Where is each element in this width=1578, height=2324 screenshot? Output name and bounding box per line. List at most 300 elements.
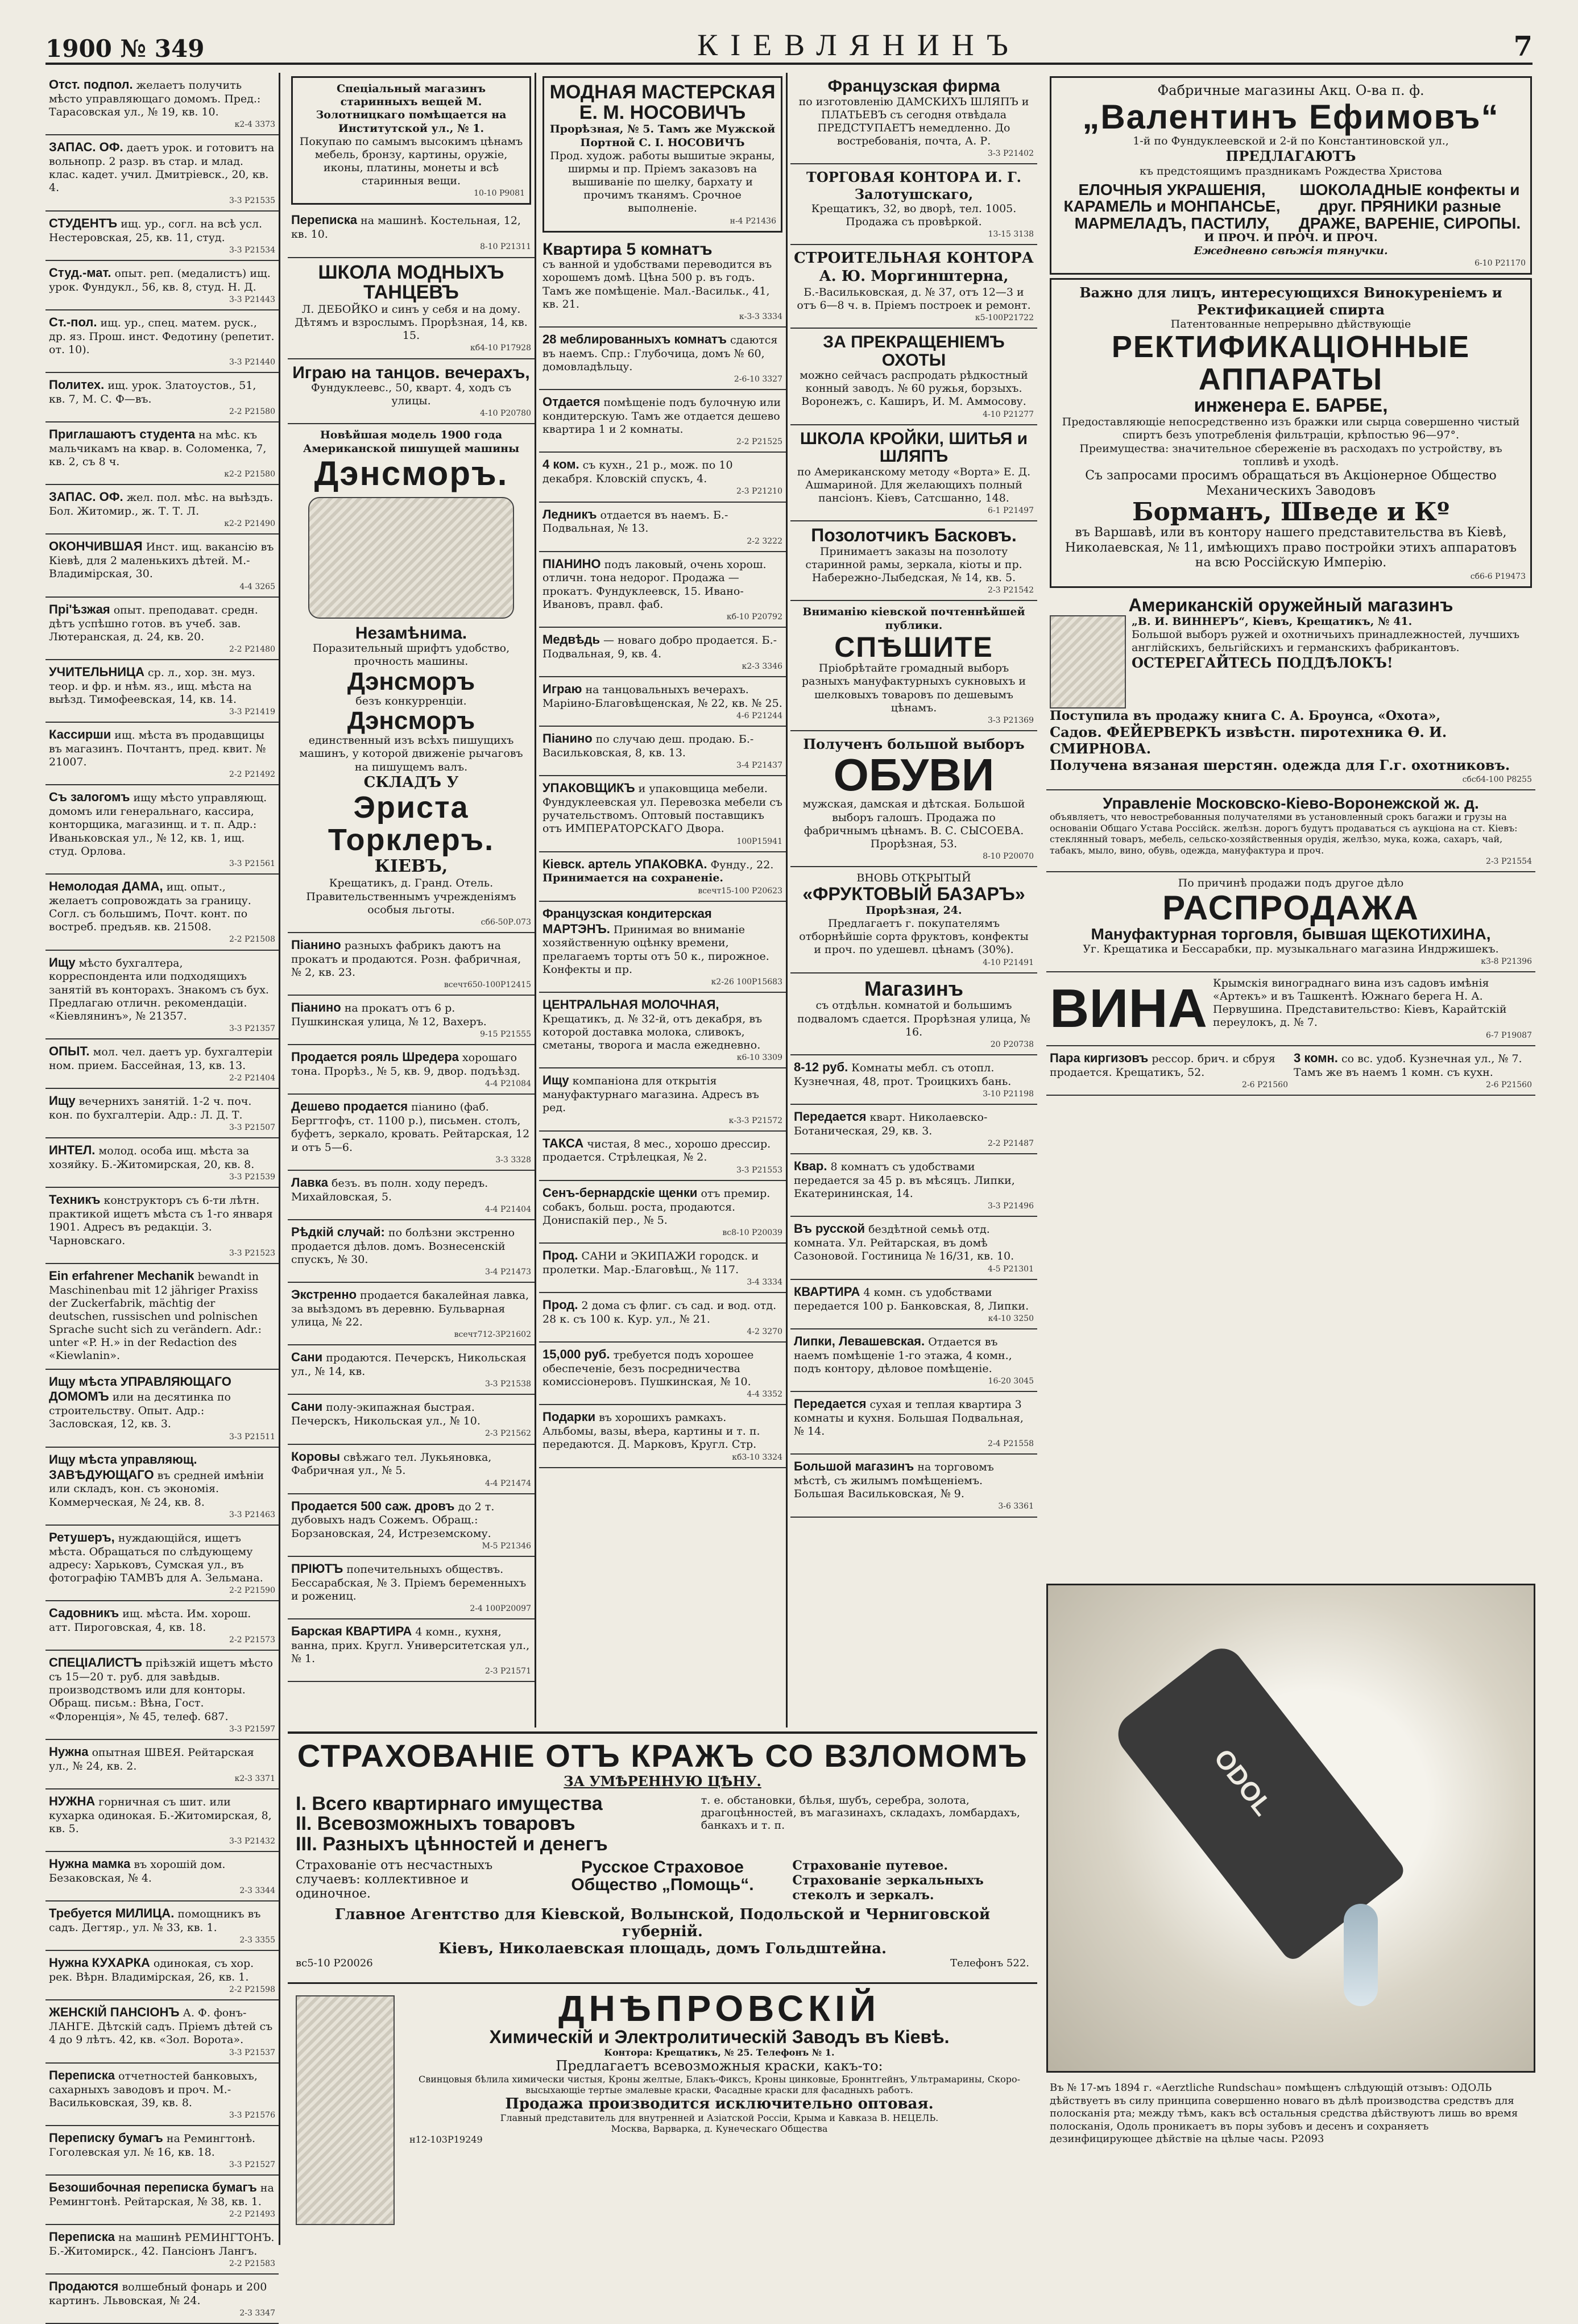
ad-code: 6-1 Р21497 (988, 506, 1034, 516)
barbe-pre: Важно для лицъ, интересующихся Винокуреніемъ и Ректификацией спирта (1079, 284, 1502, 318)
ad-lead: Ретушеръ, (49, 1530, 115, 1544)
ad-code: 3-3 Р21440 (229, 358, 275, 367)
classified-ad (790, 1329, 1037, 1392)
ad-code: кб-10 Р20792 (726, 612, 782, 622)
densmore-store: СКЛАДЪ У (363, 773, 459, 791)
ad-text: ищ. мѣста. Им. хорош. атт. Пироговская, 4, кв. 18. (49, 1608, 251, 1634)
barbe-engineer: инженера Е. БАРБЕ, (1194, 394, 1388, 416)
ad-text: бездѣтной семьѣ отд. комната. Ул. Рейтарская, въ домѣ Сазоновой. Гостиница № 16/31, кв. 10. (794, 1223, 1014, 1263)
ad-text: въ хорошій дом. Безаковская, № 4. (49, 1858, 226, 1885)
ad-lead: Играю (542, 682, 582, 697)
ad-text: Принимая во вниманіе хозяйственную оцѣнку времени, прелагаемъ торты отъ 50 к., пирожное. Конфекты и пр. (542, 923, 769, 976)
nosovich-sub: Прорѣзная, № 5. Тамъ же Мужской Портной С. І. НОСОВИЧЪ (549, 123, 776, 149)
ad-text: ищ. мѣста въ продавщицы въ магазинъ. Почтантъ, пред. квит. № 21007. (49, 729, 266, 769)
barbe-ad (1050, 278, 1532, 588)
classified-ad (288, 1494, 535, 1557)
ad-lead: Отдается (542, 395, 600, 409)
ad-code: 4-5 Р21301 (988, 1264, 1034, 1274)
hats-title: Французская фирма (827, 77, 1000, 96)
classified-ad (45, 1448, 279, 1526)
ad-lead: Ищу (542, 1073, 569, 1088)
gun-wool: Получена вязаная шерстян. одежда для Г.г. охотниковъ. (1050, 757, 1510, 774)
ad-lead: ЖЕНСКІЙ ПАНСІОНЪ (49, 2005, 180, 2020)
ad-lead: Требуется МИЛИЦА. (49, 1906, 175, 1921)
figure-illustration (296, 1995, 395, 2225)
ad-code: 3-3 Р21402 (988, 149, 1034, 159)
barbe-ask: Съ запросами просимъ обращаться въ Акціонерное Общество Механическихъ Заводовъ (1085, 468, 1497, 498)
ad-text: кварт. Николаевско-Ботаническая, 29, кв. 3. (794, 1111, 988, 1137)
classified-ad (45, 1039, 279, 1089)
ad-lead: Съ залогомъ (49, 790, 130, 805)
ad-lead: Коровы (291, 1449, 341, 1464)
sale-address: Уг. Крещатика и Бессарабки, пр. музыкальнаго магазина Индржишекъ. (1083, 942, 1499, 955)
ad-text: жел. пол. мѣс. на выѣздъ. Бол. Житомир., ж. Т. Т. Л. (49, 491, 274, 518)
zolotnitsky-ad (291, 76, 531, 205)
odol-illustration (1046, 1584, 1535, 2073)
bazaar-pre: ВНОВЬ ОТКРЫТЫЙ (856, 872, 971, 885)
classified-ad (288, 933, 535, 996)
ad-code: 2-3 3347 (239, 2309, 275, 2318)
ad-text: по случаю деш. продаю. Б.-Васильковская, 8, кв. 13. (542, 733, 754, 759)
insurance-items (296, 1794, 690, 1855)
ad-code: 2-2 Р21590 (229, 1586, 275, 1596)
ad-code: к2-2 Р21580 (224, 470, 275, 479)
classified-ad (45, 1651, 279, 1740)
ad-lead: УПАКОВЩИКЪ (542, 781, 635, 796)
ad-text: помощникъ въ садъ. Дегтяр., ул. № 33, кв. 1. (49, 1908, 261, 1934)
classified-ad (288, 1095, 535, 1170)
ad-code: 4-4 Р21474 (485, 1478, 531, 1488)
wine-text: Крымскія винограднаго вина изъ садовъ имѣнія «Артекъ» и въ Ташкентѣ. Южнаго берега Н. А. Первушина. Представительство: Кіевъ, Карайтскій переулокъ, д. № 7. (1212, 976, 1507, 1029)
ad-text: до 2 т. дубовыхъ надъ Сожемъ. Обращ.: Борзановская, 24, Истреземскому. (291, 1500, 495, 1540)
ad-lead: Передается (794, 1109, 867, 1124)
ad-code: 4-4 Р21084 (485, 1079, 531, 1089)
densmore-typewriter-ad (288, 424, 535, 933)
classified-ad (539, 776, 786, 852)
ad-text: отъ премир. собакъ, больш. роста, продаются. Дониспакій пер., № 5. (542, 1187, 771, 1227)
classified-ad (539, 1405, 786, 1468)
classified-ad (539, 727, 786, 776)
barbe-adv: Преимущества: значительное сбереженіе въ расходахъ по устройству, въ топливѣ и уходѣ. (1079, 442, 1502, 468)
ad-code: 2-2 Р21598 (229, 1985, 275, 1995)
ad-text: сухая и теплая квартира 3 комнаты и кухня. Большая Подвальная, № 14. (794, 1398, 1024, 1438)
ad-lead: Лавка (291, 1175, 328, 1190)
insurance-item: III. Разныхъ цѣнностей и денегъ (296, 1833, 608, 1855)
ad-code: 10-10 Р9081 (474, 189, 525, 198)
sew-title: ШКОЛА КРОЙКИ, ШИТЬЯ и ШЛЯПЪ (800, 429, 1028, 466)
dnepr-sub: Химическій и Электролитическій Заводъ въ Кіевѣ. (489, 2027, 950, 2048)
ad-text: по болѣзни экстренно продается дѣлов. домъ. Вознесенскій спускъ, № 30. (291, 1226, 515, 1266)
ad-code: 3-3 Р21523 (229, 1248, 275, 1258)
ad-lead: Прод. (542, 1248, 578, 1262)
ad-text: молод. особа ищ. мѣста за хозяйку. Б.-Житомирская, 20, кв. 8. (49, 1145, 255, 1171)
ad-code: н-4 Р21436 (730, 216, 776, 226)
ad-code: всечт650-100Р12415 (444, 980, 531, 990)
ad-code: 6-7 Р19087 (1486, 1030, 1532, 1040)
classified-ad (45, 2000, 279, 2063)
efimov-title: „Валентинъ Ефимовъ“ (1082, 98, 1500, 136)
ad-text: свѣжаго тел. Лукьяновка, Фабричная ул., № 5. (291, 1451, 492, 1477)
ad-lead: Ищу (49, 955, 76, 970)
classified-ad (45, 1188, 279, 1264)
ad-code: 3-3 Р21496 (988, 1202, 1034, 1211)
ad-text: компаніона для открытія мануфактурнаго магазина. Адресъ въ ред. (542, 1075, 759, 1115)
ad-code: кб4-10 Р17928 (470, 343, 531, 353)
classifieds-column-3 (539, 73, 788, 1728)
shoes-ad (790, 731, 1037, 867)
ad-text: вечернихъ занятій. 1-2 ч. поч. кон. по бухгалтеріи. Адр.: Л. Д. Т. (49, 1095, 252, 1121)
densmore-claim-2: единственный изъ всѣхъ пишущихъ машинъ, у которой движеніе рычаговъ на пишущемъ валъ. (299, 734, 523, 773)
ad-code: 3-3 Р21539 (229, 1173, 275, 1182)
classified-ad (539, 677, 786, 727)
classified-ad (790, 1392, 1037, 1455)
ad-code: 3-4 Р21473 (485, 1267, 531, 1277)
shoes-text: мужская, дамская и дѣтская. Большой выборъ галошъ. Продажа по фабричнымъ цѣнамъ. В. С. СЫСОЕВА. Прорѣзная, 53. (802, 798, 1025, 850)
densmore-address: Крещатикъ, д. Гранд. Отель. Правительственнымъ учрежденіямъ особыя льготы. (306, 877, 516, 916)
ad-code: н12-103Р19249 (409, 2134, 483, 2145)
gun-shop-ad (1046, 591, 1535, 790)
ad-code: 3-3 Р21597 (229, 1724, 275, 1734)
ad-lead: Пара киргизовъ (1050, 1050, 1149, 1065)
classified-ad (45, 723, 279, 785)
insurance-agency: Главное Агентство для Кіевской, Волынской, Подольской и Черниговской губерній. (334, 1905, 991, 1940)
ad-text: рессор. брич. и сбруя продается. Крещатикъ, 52. (1050, 1052, 1275, 1079)
hunt-text: можно сейчасъ распродать рѣдкостный конный заводъ. № 60 ружья, борзыхъ. Воронежъ, с. Каширъ, И. М. Аммосову. (800, 369, 1028, 408)
ad-code: сб6-6 Р19473 (1470, 572, 1526, 582)
classified-ad (539, 852, 786, 902)
ad-text: на Ремингтонѣ. Гоголевская ул. № 16, кв. 18. (49, 2132, 256, 2159)
dnepr-factory-ad (288, 1984, 1037, 2240)
drop-icon (1344, 1904, 1378, 2006)
ad-code: 2-2 Р21525 (736, 437, 782, 447)
classified-ad (790, 1154, 1037, 1217)
ad-code: всечт712-3Р21602 (454, 1330, 531, 1340)
sew-text: по Американскому методу «Ворта» Е. Д. Ашмариной. Для желающихъ полный пансіонъ. Кіевъ, Сатсшанно, 148. (797, 465, 1031, 505)
classified-ad (790, 1105, 1037, 1154)
ad-code: 3-3 3328 (495, 1155, 531, 1165)
ad-code: кб3-10 3324 (732, 1452, 782, 1462)
classified-ad (45, 422, 279, 485)
insurance-sub: ЗА УМѢРЕННУЮ ЦѢНУ. (564, 1772, 761, 1789)
ad-text: опытная ШВЕЯ. Рейтарская ул., № 24, кв. 2. (49, 1746, 254, 1772)
classified-ad (288, 1445, 535, 1494)
ad-lead: 8-12 руб. (794, 1060, 848, 1075)
ad-text: опыт. преподават. средн. дѣтъ успѣшно готов. въ учеб. зав. Лютеранская, д. 24, кв. 20. (49, 603, 258, 643)
ad-text: ищ. опыт., желаетъ сопровождать за границу. Согл. съ большимъ, Почт. конт. по востреб. предъяв. кв. 21508. (49, 881, 251, 934)
ad-code: вс8-10 Р20039 (722, 1228, 782, 1237)
nosovich-ad (542, 76, 782, 233)
ad-text: въ хорошихъ рамкахъ. Альбомы, вазы, вѣера, картины и т. п. передаются. Д. Марковъ, Кругл. Стр. (542, 1411, 760, 1451)
classified-ad (45, 535, 279, 597)
classified-ad (45, 261, 279, 310)
ad-lead: Прод. (542, 1298, 578, 1312)
gun-text: Большой выборъ ружей и охотничьихъ принадлежностей, лучшихъ англійскихъ, бельгійскихъ и германскихъ фабрикантовъ. (1132, 628, 1520, 654)
ad-code: 2-2 Р21583 (229, 2259, 275, 2269)
ad-code: 2-3 Р21542 (988, 586, 1034, 595)
shoes-pre: Полученъ большой выборъ (803, 736, 1025, 753)
insurance-item: II. Всевозможныхъ товаровъ (296, 1813, 575, 1835)
nosovich-text: Прод. худож. работы вышитые экраны, ширмы и пр. Пріемъ заказовъ на вышиваніе по шелку, бархату и прочимъ тканямъ. Срочное выполненіе. (550, 149, 775, 215)
ad-text: волшебный фонарь и 200 картинъ. Львовская, № 24. (49, 2281, 267, 2307)
ad-code: 3-4 Р21437 (736, 761, 782, 770)
classified-ad (45, 1740, 279, 1789)
ad-lead: Передается (794, 1397, 867, 1411)
classified-ad (539, 1293, 786, 1343)
sewing-school-ad (790, 425, 1037, 522)
ad-text: даетъ урок. и готовитъ на вольнопр. 2 разр. въ стар. и млад. клас. кадет. учил. Дмитріевск., 20, кв. 4. (49, 142, 275, 194)
ad-code: М-5 Р21346 (482, 1541, 531, 1551)
ad-lead: ОПЫТ. (49, 1044, 90, 1059)
railway-ad (1046, 790, 1535, 873)
ad-code: 9-15 Р21555 (480, 1030, 531, 1039)
ad-lead: Дешево продается (291, 1099, 408, 1114)
ad-lead: Безошибочная переписка бумагъ (49, 2180, 257, 2194)
ad-lead: Нужна (49, 1744, 89, 1759)
ad-code: к2-2 Р21490 (224, 519, 275, 529)
ad-code: 3-3 Р21561 (229, 859, 275, 868)
ad-text: А. Ф. фонъ-ЛАНГЕ. Дѣтскій садъ. Пріемъ дѣтей съ 4 до 9 лѣтъ. 42, кв. «Зол. Ворота». (49, 2007, 273, 2047)
insurance-item: I. Всего квартирнаго имущества (296, 1792, 603, 1815)
ad-lead: Ищу мѣста УПРАВЛЯЮЩАГО ДОМОМЪ (49, 1374, 231, 1404)
ad-code: 3-3 Р21537 (229, 2048, 275, 2057)
typing-ad (288, 208, 535, 258)
classified-ad (45, 660, 279, 723)
densmore-city: КІЕВЪ, (374, 856, 448, 876)
ad-code: 3-3 Р21576 (229, 2110, 275, 2120)
classified-ad (45, 2225, 279, 2275)
classified-ad (45, 1089, 279, 1138)
bazaar-text: Предлагаетъ г. покупателямъ отборнѣйшіе сорта фруктовъ, конфекты и проч. по удешевл. цѣнамъ (30%). (799, 917, 1029, 956)
typewriter-illustration (308, 497, 514, 619)
gun-sub: „В. И. ВИННЕРЪ“, Кіевъ, Крещатикъ, № 41. (1132, 615, 1413, 628)
efimov-ad (1050, 76, 1532, 275)
classified-ad (288, 996, 535, 1045)
dnepr-representative: Главный представитель для внутренней и Азіатской Россіи, Крыма и Кавказа В. НЕЦЕЛЬ. (500, 2112, 939, 2123)
classified-ad (45, 2275, 279, 2324)
ad-text: bewandt in Maschinenbau mit 12 jähriger Praxiss der Zuckerfabrik, mächtig der deutschen, russischen und polnischen Sprache sucht sich zu verändern. Adr.: unter «P. H.» in der Redaction des «Kiewlanin». (49, 1270, 262, 1362)
classified-ad (288, 1220, 535, 1283)
ad-code: 3-3 Р21538 (485, 1380, 531, 1389)
ad-code: 2-4 100Р20097 (470, 1604, 531, 1614)
ad-lead: Приглашаютъ студента (49, 427, 196, 442)
page-header (45, 23, 1533, 65)
ad-lead: 4 ком. (542, 457, 579, 472)
classified-ad (288, 1045, 535, 1095)
classified-ad (45, 310, 279, 373)
ad-text: ищ. ур., спец. матем. руск., др. яз. Прош. инст. Федотину (репетит. от. 10). (49, 316, 275, 356)
ad-text: пріѣзжій ищетъ мѣсто съ 15—20 т. руб. для завѣдыв. производствомъ или для конторы. Обращ. письм.: Вѣна, Гост. «Флоренція», № 45, телеф. 687. (49, 1657, 273, 1723)
ad-text: ищу мѣсто управляющ. домомъ или генеральнаго, кассира, конторщика, магазинщ. и т. п. Адр.: Иваньковская ул., № 12, кв. 1, ищ. студ. Орлова. (49, 792, 267, 857)
dance-school-text: Л. ДЕБОЙКО и синъ у себя и на дому. Дѣтямъ и взрослымъ. Прорѣзная, 14, кв. 15. (295, 303, 528, 342)
barbe-address: въ Варшавѣ, или въ контору нашего представительства въ Кіевѣ, Николаевская, № 11, имѣющихъ право постройки этихъ аппаратовъ на всю Россійскую Имперію. (1065, 525, 1517, 570)
ad-lead: Прі'ѣзжая (49, 602, 110, 616)
classified-ad (45, 135, 279, 211)
classifieds-column-1 (45, 73, 280, 2318)
ad-code: 3-3 Р21511 (229, 1432, 275, 1441)
hurry-ad (790, 601, 1037, 731)
ad-lead: СТУДЕНТЪ (49, 216, 118, 230)
classified-ad (45, 212, 279, 261)
ad-code: к-3-3 Р21572 (728, 1116, 782, 1125)
zolotnitsky-title: Спеціальный магазинъ старинныхъ вещей М. Золотницкаго помѣщается на Институтской ул., № 1. (316, 82, 507, 135)
efimov-etc: И ПРОЧ. И ПРОЧ. И ПРОЧ. (1204, 231, 1378, 245)
classified-ad (45, 373, 279, 422)
ad-text: на Ремингтонѣ. Рейтарская, № 38, кв. 1. (49, 2182, 274, 2208)
ad-code: 3-3 Р21432 (229, 1837, 275, 1846)
railway-title: Управленіе Московско-Кіево-Воронежской ж. д. (1103, 794, 1479, 812)
ad-text: продается бакалейная лавка, за выѣздомъ въ деревню. Бульварная улица, № 22. (291, 1289, 529, 1329)
bazaar-title: «ФРУКТОВЫЙ БАЗАРЪ» (802, 884, 1025, 905)
insurance-society: Русское Страховое Общество „Помощь“. (571, 1857, 754, 1895)
ad-code: к-3-3 3334 (739, 312, 782, 321)
ad-code: к4-10 3250 (988, 1314, 1034, 1323)
barbe-firm: Борманъ, Шведе и Кº (1132, 497, 1449, 527)
ad-text: на прокатъ отъ 6 р. Пушкинская улица, № 12, Вахеръ. (291, 1002, 487, 1029)
ad-code: 2-6 Р21560 (1486, 1080, 1532, 1089)
ad-lead: Кассирши (49, 727, 111, 742)
classified-ad (45, 1526, 279, 1601)
odol-bottle-label: ODOL (1208, 1743, 1278, 1821)
ad-code: 2-6 Р21560 (1242, 1080, 1288, 1089)
ad-lead: Квар. (794, 1159, 827, 1174)
ad-code: 13-15 3138 (988, 230, 1034, 239)
ad-text: безъ. въ полн. ходу передъ. Михайловская, 5. (291, 1177, 488, 1203)
ad-code: к3-8 Р21396 (1481, 956, 1532, 966)
ad-code: 3-3 Р21535 (229, 196, 275, 205)
efimov-offer: ПРЕДЛАГАЮТЪ (1225, 148, 1356, 165)
classified-ad (790, 1455, 1037, 1517)
ad-text: 4 комн. съ удобствами передается 100 р. Банковская, 8, Липки. (794, 1286, 1029, 1312)
ad-code: 3-3 Р21527 (229, 2160, 275, 2169)
ad-lead: 3 комн. (1294, 1050, 1338, 1065)
shoes-title: ОБУВИ (833, 749, 995, 801)
insurance-phone: Телефонъ 522. (950, 1957, 1029, 1969)
ad-text: полу-экипажная быстрая. Печерскъ, Никольская ул., № 10. (291, 1401, 481, 1428)
flat-title: Квартира 5 комнатъ (542, 239, 713, 259)
ad-text: — новаго добро продается. Б.-Подвальная, 9, кв. 4. (542, 634, 777, 660)
fruit-bazaar-ad (790, 867, 1037, 973)
ad-lead: Ein erfahrener Mechanik (49, 1268, 194, 1283)
ad-code: 20 Р20738 (990, 1039, 1034, 1049)
classified-ad (790, 1217, 1037, 1279)
hurry-title: СПѢШИТЕ (834, 631, 993, 663)
gun-title: Американскій оружейный магазинъ (1128, 595, 1453, 616)
ad-code: 2-3 3344 (239, 1886, 275, 1896)
ad-text: сдаются въ наемъ. Спр.: Глубочица, домъ № 60, домовладѣльцу. (542, 333, 778, 373)
classified-ad (539, 503, 786, 552)
ad-code: к5-100Р21722 (975, 313, 1034, 322)
ad-code: 3-3 Р21553 (736, 1165, 782, 1175)
ad-code: 2-2 3222 (747, 536, 782, 546)
gild-text: Принимаетъ заказы на позолоту старинной рамы, зеркала, кіоты и пр. Набережно-Лыбедская, № 14, кв. 5. (805, 545, 1022, 585)
ad-lead: Медвѣдь (542, 632, 600, 647)
barbe-sub: Патентованные непрерывно дѣйствующіе (1170, 318, 1411, 330)
ad-code: 3-3 Р21443 (229, 295, 275, 304)
ad-lead: Перепиcка (291, 213, 358, 227)
classified-ad (45, 785, 279, 875)
ad-text: и упаковщица мебели. Фундуклеевская ул. Перевозка мебели съ ручательствомъ. Оптовый поставщикъ отъ ИМПЕРАТОРСКАГО Двора. (542, 782, 782, 835)
shop-ad (790, 973, 1037, 1055)
hunt-ad (790, 329, 1037, 425)
classified-ad (45, 73, 279, 135)
build-title: СТРОИТЕЛЬНАЯ КОНТОРА А. Ю. Моргинштерна, (794, 250, 1034, 285)
ad-tail: Принимается на сохраненіе. (542, 872, 724, 885)
col4-ad-list (790, 1055, 1037, 1517)
insurance-accident: Страхованіе отъ несчастныхъ случаевъ: коллективное и одиночное. (296, 1858, 493, 1901)
ad-text: хорошаго тона. Прорѣз., № 5, кв. 9, двор. подъѣзд. (291, 1051, 520, 1078)
sale-sub: Мануфактурная торговля, бывшая ЩЕКОТИХИНА, (1091, 925, 1491, 943)
build-text: Б.-Васильковская, д. № 37, отъ 12—3 и отъ 6—8 ч. в. Пріемъ построек и ремонт. (797, 285, 1031, 312)
ad-code: 100Р15941 (736, 836, 782, 846)
efimov-sub2: къ предстоящимъ праздникамъ Рождества Христова (1139, 164, 1443, 177)
ad-code: сб6-50Р.073 (481, 917, 531, 927)
classified-ad (45, 2176, 279, 2225)
insurance-ad (288, 1734, 1037, 1984)
classified-ad (288, 1557, 535, 1619)
ad-text: ищ. урок. Златоустов., 51, кв. 7, М. С. Ф—въ. (49, 379, 256, 405)
ad-text: опыт. реп. (медалистъ) ищ. урок. Фундукл., 56, кв. 8, студ. Н. Д. (49, 267, 271, 293)
trade-office-ad (790, 164, 1037, 245)
ad-lead: Ищу (49, 1093, 76, 1108)
ad-code: 3-3 Р21507 (229, 1123, 275, 1133)
ad-text: или на десятинка по строительству. Опыт. Адр.: Засловская, 12, кв. 3. (49, 1391, 231, 1431)
ad-lead: Переписка (49, 2230, 115, 2244)
ad-text: отдается въ наемъ. Б.-Подвальная, № 13. (542, 508, 728, 535)
classified-ad (539, 993, 786, 1068)
ad-lead: Ледникъ (542, 507, 597, 521)
dnepr-address: Москва, Варварка, д. Кунеческаго Общества (611, 2123, 828, 2134)
ad-code: 2-3 3355 (239, 1936, 275, 1945)
ad-lead: ЗАПАС. ОФ. (49, 140, 123, 155)
insurance-address: Кіевъ, Николаевская площадь, домъ Гольдштейна. (438, 1940, 887, 1957)
ad-text: Комнаты мебл. съ отопл. Кузнечная, 48, прот. Троицкихъ бань. (794, 1062, 1012, 1088)
ad-code: 3-3 Р21419 (229, 707, 275, 717)
hunt-title: ЗА ПРЕКРАЩЕНІЕМЪ ОХОТЫ (823, 333, 1005, 370)
ad-text: нуждающійся, ищетъ мѣста. Обращаться по слѣдующему адресу: Харьковъ, Сумская ул., въ фотографію ТАМВЪ для А. Зельмана. (49, 1531, 263, 1584)
barbe-title: РЕКТИФИКАЦІОННЫЕ АППАРАТЫ (1111, 330, 1471, 396)
ad-code: к6-10 3309 (736, 1053, 782, 1063)
ad-text: на машинѣ. Костельная, 12, кв. 10. (291, 214, 521, 241)
ad-text: попечительныхъ обществъ. Бессарабская, № 3. Пріемъ беременныхъ и рожениц. (291, 1563, 527, 1602)
ad-code: 3-10 Р21198 (983, 1089, 1034, 1099)
ad-code: 2-2 Р21573 (229, 1635, 275, 1645)
ad-lead: Липки, Левашевская. (794, 1333, 925, 1348)
flat-text: съ ванной и удобствами переводится въ хорошемъ домѣ. Цѣна 500 р. въ годъ. Тамъ же помѣщеніе. Мал.-Васильк., 41, кв. 21. (542, 258, 772, 310)
ad-code: 3-3 Р21369 (988, 715, 1034, 725)
ad-code: 4-4 Р21404 (485, 1204, 531, 1214)
ad-code: 2-3 Р21554 (1486, 857, 1532, 867)
classified-ad (539, 1244, 786, 1293)
ad-code: 2-6-10 3327 (734, 375, 782, 384)
shop-title: Магазинъ (864, 976, 963, 1000)
ad-lead: Піанино (291, 1000, 341, 1015)
hurry-text: Пріобрѣтайте громадный выборъ разныхъ мануфактурныхъ сукновыхъ и шелковыхъ товаровъ по дешевымъ цѣнамъ. (801, 662, 1026, 714)
ad-text: Крещатикъ, д. № 32-й, отъ декабря, въ которой доставка молока, сливокъ, сметаны, творога и масла ежедневно. (542, 1012, 763, 1052)
wine-ad (1046, 972, 1535, 1046)
classified-ad (539, 390, 786, 453)
hunter-illustration (1050, 615, 1126, 709)
ad-code: 2-2 Р21493 (229, 2210, 275, 2219)
classified-ad (45, 598, 279, 660)
dnepr-offer: Предлагаетъ всевозможныя краски, какъ-то: (556, 2057, 883, 2074)
ad-lead: ОКОНЧИВШАЯ (49, 539, 143, 554)
ad-text: со вс. удоб. Кузнечная ул., № 7. Тамъ же въ наемъ 1 комн. съ кухн. (1294, 1052, 1522, 1079)
ad-lead: Экстренно (291, 1287, 357, 1302)
classified-ad (790, 1055, 1037, 1105)
ad-text: на мѣс. къ мальчикамъ на квар. в. Соломенка, 7, кв. 2, съ 8 ч. (49, 429, 267, 469)
newspaper-title: КІЕВЛЯНИНЪ (697, 28, 1021, 62)
wine-title: ВИНА (1050, 977, 1207, 1039)
